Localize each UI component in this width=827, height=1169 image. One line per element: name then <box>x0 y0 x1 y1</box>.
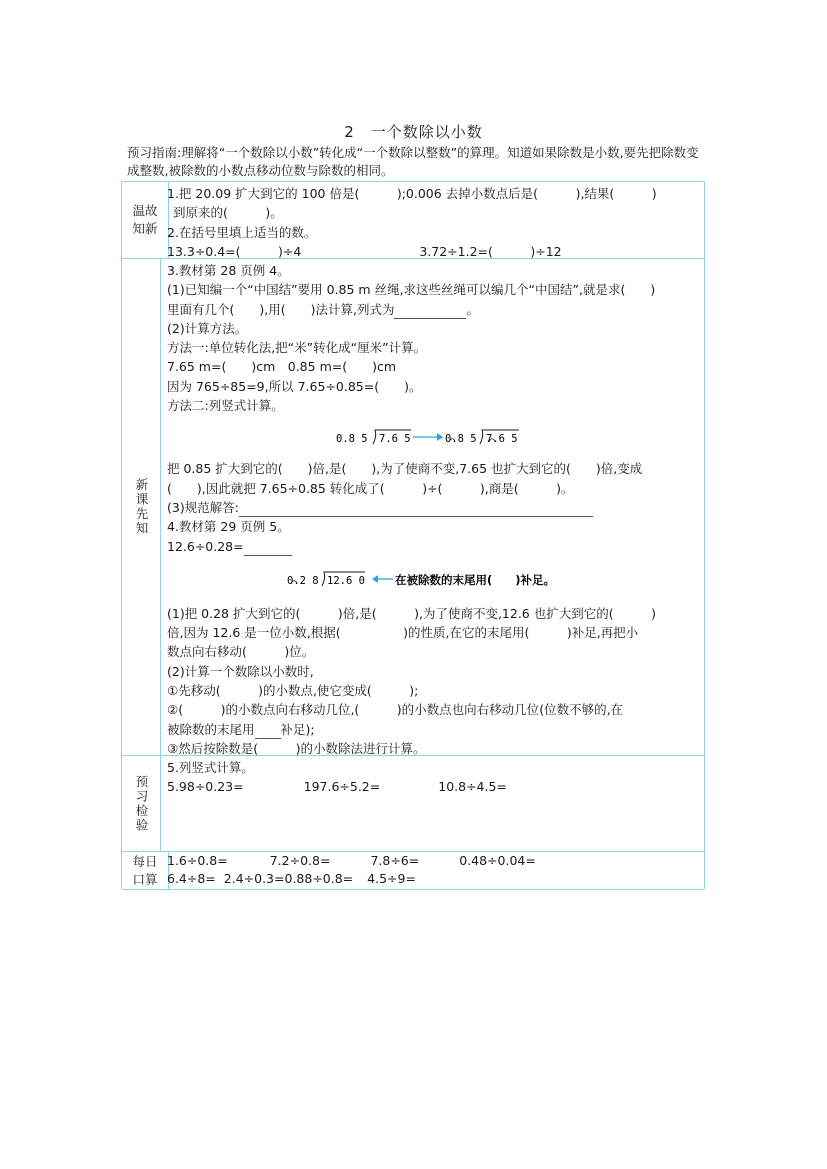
preview-guide: 预习指南:理解将“一个数除以小数”转化成“一个数除以整数”的算理。知道如果除数是小数,要先把除数变成整数,被除数的小数点移动位数与除数的相同。 <box>127 145 699 178</box>
new-line-13: 12.6÷0.28= <box>167 537 698 556</box>
fig2-divisor: 0.2 8 <box>286 574 319 587</box>
new-line-7: 因为 765÷85=9,所以 7.65÷0.85=( )。 <box>167 378 422 394</box>
new-line-2: (1)已知编一个“中国结”要用 0.85 m 丝绳,求这些丝绳可以编几个“中国结”,就是求( ) <box>167 282 656 298</box>
preview-items <box>167 777 698 796</box>
daily-row-2: 6.4÷8= 2.4÷0.3=0.88÷0.8= 4.5÷9= <box>167 871 416 886</box>
new-line-12: 4.教材第 29 页例 5。 <box>167 519 290 535</box>
fill-blank[interactable] <box>255 723 281 739</box>
new-line-20: 被除数的末尾用 补足); <box>167 720 698 739</box>
review-line-2: 到原来的( )。 <box>173 205 283 221</box>
long-division-figure-2 <box>167 556 698 604</box>
review-eq-2: 3.72÷1.2=( )÷12 <box>419 243 562 259</box>
new-line-21: ③然后按除数是( )的小数除法进行计算。 <box>167 740 426 756</box>
preview-check-row <box>122 756 704 852</box>
preview-check-label: 预习检验 <box>122 756 161 851</box>
fig2-dividend: 12.6 0 <box>326 574 365 587</box>
preview-item-1: 5.98÷0.23= <box>167 779 244 795</box>
new-lesson-label: 新课先知 <box>122 259 161 755</box>
new-line-5: 方法一:单位转化法,把“米”转化成“厘米”计算。 <box>167 340 427 356</box>
review-label: 温故知新 <box>122 182 169 258</box>
new-line-6: 7.65 m=( )cm 0.85 m=( )cm <box>167 359 397 375</box>
daily-row-1: 1.6÷0.8= 7.2÷0.8= 7.8÷6= 0.48÷0.04= <box>167 853 536 868</box>
fig1-right-divisor: 0.8 5 <box>444 433 477 446</box>
new-line-14: (1)把 0.28 扩大到它的( )倍,是( ),为了使商不变,12.6 也扩大到它的( ) <box>167 605 656 621</box>
division-diagram-1 <box>333 422 533 452</box>
new-line-16: 数点向右移动( )位。 <box>167 644 315 660</box>
daily-math-row <box>122 852 704 890</box>
new-line-11: (3)规范解答: <box>167 498 698 517</box>
review-content <box>167 184 698 261</box>
standard-answer-blank[interactable] <box>239 501 593 517</box>
new-line-18: ①先移动( )的小数点,使它变成( ); <box>167 683 419 699</box>
new-line-9: 把 0.85 扩大到它的( )倍,是( ),为了使商不变,7.65 也扩大到它的( )倍,变成 <box>167 461 643 477</box>
answer-blank[interactable] <box>394 303 466 319</box>
page-title: 2 一个数除以小数 <box>344 123 483 141</box>
preview-item-2: 197.6÷5.2= <box>303 779 381 795</box>
new-lesson-row <box>122 259 704 756</box>
division-diagram-2 <box>283 565 583 595</box>
new-line-19: ②( )的小数点向右移动几位,( )的小数点也向右移动几位(位数不够的,在 <box>167 702 624 718</box>
daily-math-label: 每日口算 <box>122 852 169 889</box>
new-line-8: 方法二:列竖式计算。 <box>167 398 284 414</box>
preview-item-3: 10.8÷4.5= <box>438 779 507 795</box>
new-line-10: ( ),因此就把 7.65÷0.85 转化成了( )÷( ),商是( )。 <box>167 480 574 496</box>
fig1-left-divisor: 0.8 5 <box>335 433 368 446</box>
fig1-right-dividend: 7.6 5 <box>485 433 518 446</box>
new-line-3: 里面有几个( ),用( )法计算,列式为 。 <box>167 300 698 319</box>
fig1-left-dividend: 7.6 5 <box>378 433 411 446</box>
review-eq-1: 13.3÷0.4=( )÷4 <box>167 243 302 259</box>
preview-check-content <box>167 758 698 797</box>
fig2-note: 在被除数的末尾用( )补足。 <box>394 572 555 587</box>
new-line-17: (2)计算一个数除以小数时, <box>167 663 314 679</box>
worksheet-table <box>121 181 705 889</box>
arrow-head-icon <box>437 433 443 441</box>
review-line-1: 1.把 20.09 扩大到它的 100 倍是( );0.006 去掉小数点后是( ),结果( ) <box>167 186 657 201</box>
new-lesson-content <box>167 261 698 758</box>
review-row <box>122 182 704 259</box>
long-division-figure-1 <box>167 415 698 459</box>
preview-line-1: 5.列竖式计算。 <box>167 760 254 775</box>
daily-math-content <box>167 852 698 888</box>
result-blank[interactable] <box>244 540 292 556</box>
new-line-15: 倍,因为 12.6 是一位小数,根据( )的性质,在它的末尾用( )补足,再把小 <box>167 625 639 641</box>
review-line-3: 2.在括号里填上适当的数。 <box>167 224 317 240</box>
new-line-4: (2)计算方法。 <box>167 320 248 336</box>
new-line-1: 3.教材第 28 页例 4。 <box>167 263 290 278</box>
